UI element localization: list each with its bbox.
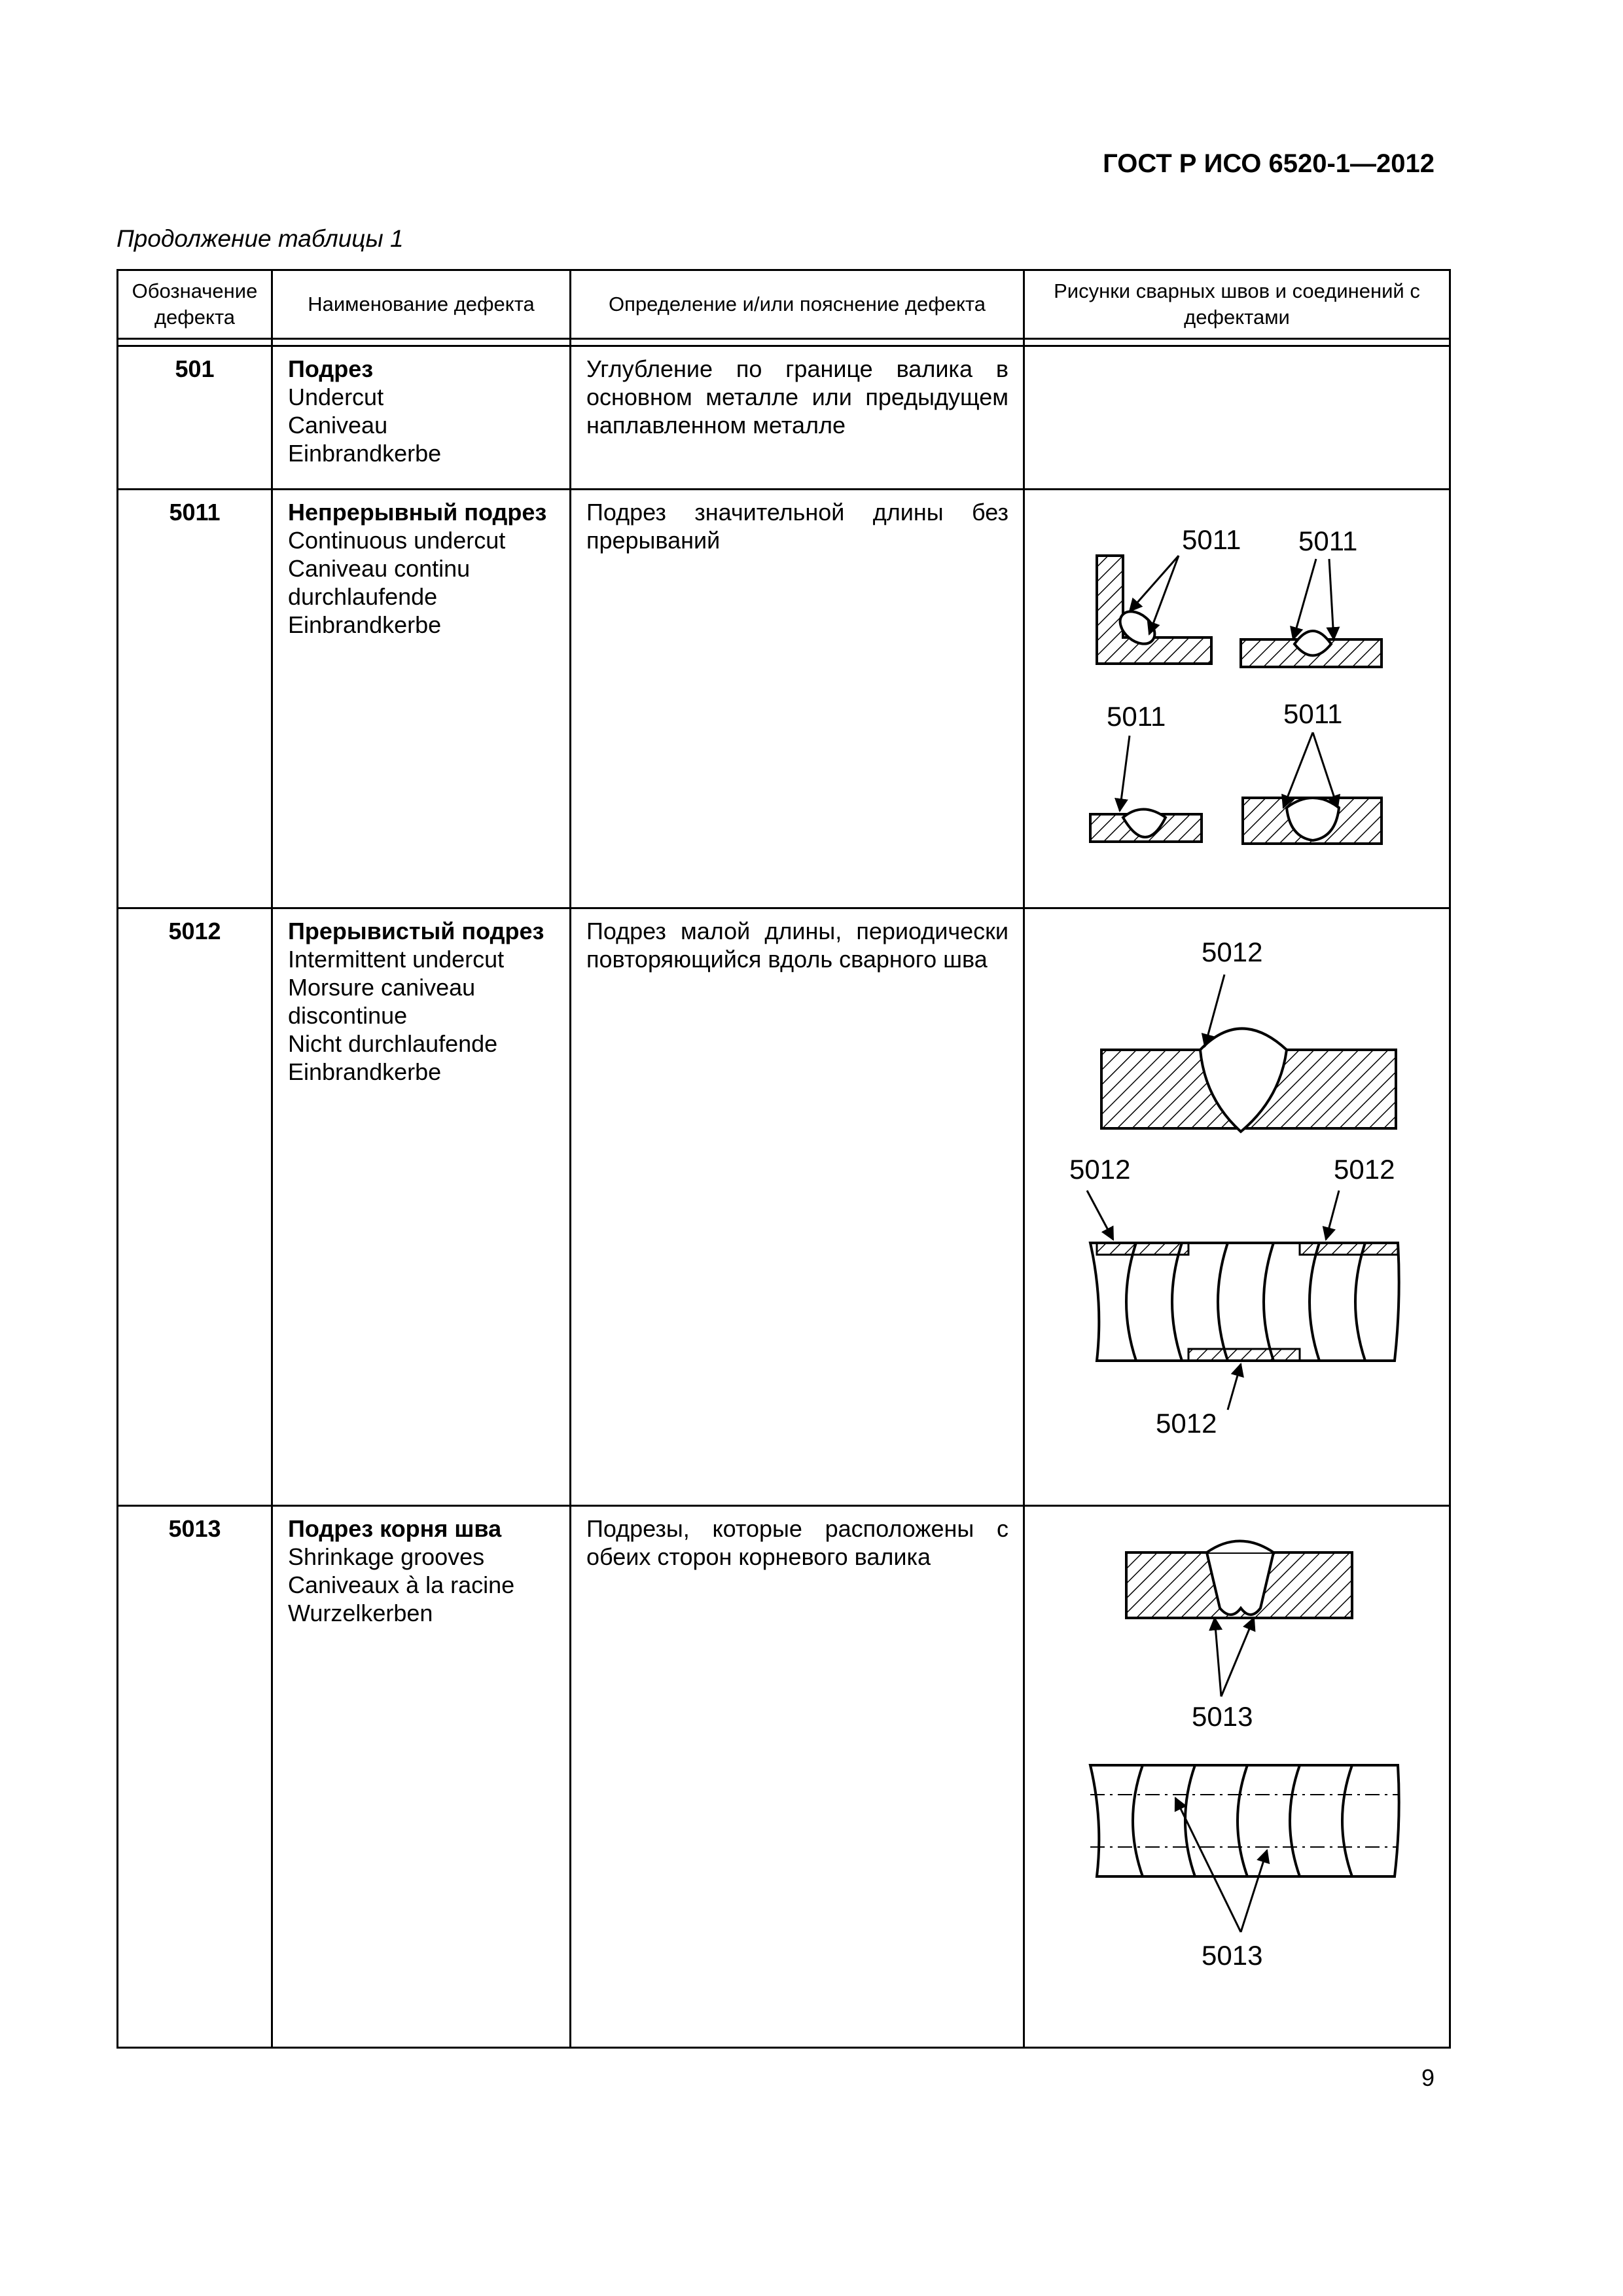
page-number: 9	[1421, 2064, 1435, 2091]
figure-label: 5012	[1069, 1154, 1131, 1185]
figure-label: 5013	[1202, 1940, 1263, 1971]
figure-label: 5011	[1107, 701, 1166, 732]
figure-label: 5012	[1156, 1408, 1217, 1439]
figure-label: 5011	[1283, 698, 1343, 729]
table-caption: Продолжение таблицы 1	[116, 225, 404, 252]
continuous-undercut-figure	[1025, 490, 1447, 905]
defect-definition: Подрез значительной длины без прерываний	[571, 490, 1024, 908]
figure-label: 5013	[1192, 1701, 1253, 1732]
name-en: Continuous undercut	[288, 527, 506, 554]
defect-name	[272, 346, 571, 490]
name-fr: Morsure caniveau discontinue	[288, 974, 476, 1029]
defect-code: 5012	[118, 908, 272, 1506]
defect-definition: Углубление по границе валика в основном металле или предыдущем наплавленном металле	[571, 346, 1024, 490]
figure-label: 5012	[1334, 1154, 1395, 1185]
name-de: Einbrandkerbe	[288, 440, 442, 467]
defect-definition: Подрез малой длины, периодически повторяющийся вдоль сварного шва	[571, 908, 1024, 1506]
header-name: Наименование дефекта	[272, 270, 571, 339]
root-undercut-figure	[1025, 1507, 1447, 2045]
name-fr: Caniveaux à la racine	[288, 1571, 515, 1598]
header-code: Обозначение дефекта	[118, 270, 272, 339]
name-ru: Подрез корня шва	[288, 1515, 502, 1542]
name-ru: Прерывистый подрез	[288, 918, 544, 944]
document-header: ГОСТ Р ИСО 6520-1—2012	[1103, 149, 1435, 178]
header-definition: Определение и/или пояснение дефекта	[571, 270, 1024, 339]
name-ru: Непрерывный подрез	[288, 499, 547, 526]
name-en: Undercut	[288, 384, 384, 410]
table-row	[118, 346, 1450, 490]
figure-label: 5012	[1202, 937, 1263, 967]
intermittent-undercut-figure	[1025, 909, 1447, 1502]
defect-figure	[1024, 346, 1450, 490]
name-fr: Caniveau continu	[288, 555, 471, 582]
defect-code: 501	[118, 346, 272, 490]
name-en: Intermittent undercut	[288, 946, 505, 973]
defect-definition: Подрезы, которые расположены с обеих сторон корневого валика	[571, 1506, 1024, 2048]
table-row	[118, 490, 1450, 908]
figure-label: 5011	[1182, 524, 1241, 555]
defect-code: 5013	[118, 1506, 272, 2048]
defect-figure	[1024, 490, 1450, 908]
table-row	[118, 1506, 1450, 2048]
defect-figure	[1024, 908, 1450, 1506]
name-en: Shrinkage grooves	[288, 1543, 485, 1570]
defects-table	[116, 269, 1451, 2049]
name-de: Wurzelkerben	[288, 1600, 433, 1626]
table-row	[118, 908, 1450, 1506]
name-de: durchlaufende Einbrandkerbe	[288, 583, 442, 638]
name-fr: Caniveau	[288, 412, 388, 439]
figure-label: 5011	[1298, 526, 1358, 556]
defect-name	[272, 908, 571, 1506]
header-figures: Рисунки сварных швов и соединений с дефектами	[1024, 270, 1450, 339]
name-de: Nicht durchlaufende Einbrandkerbe	[288, 1030, 498, 1085]
defect-name	[272, 490, 571, 908]
defect-name	[272, 1506, 571, 2048]
name-ru: Подрез	[288, 355, 374, 382]
defect-code: 5011	[118, 490, 272, 908]
defect-figure	[1024, 1506, 1450, 2048]
